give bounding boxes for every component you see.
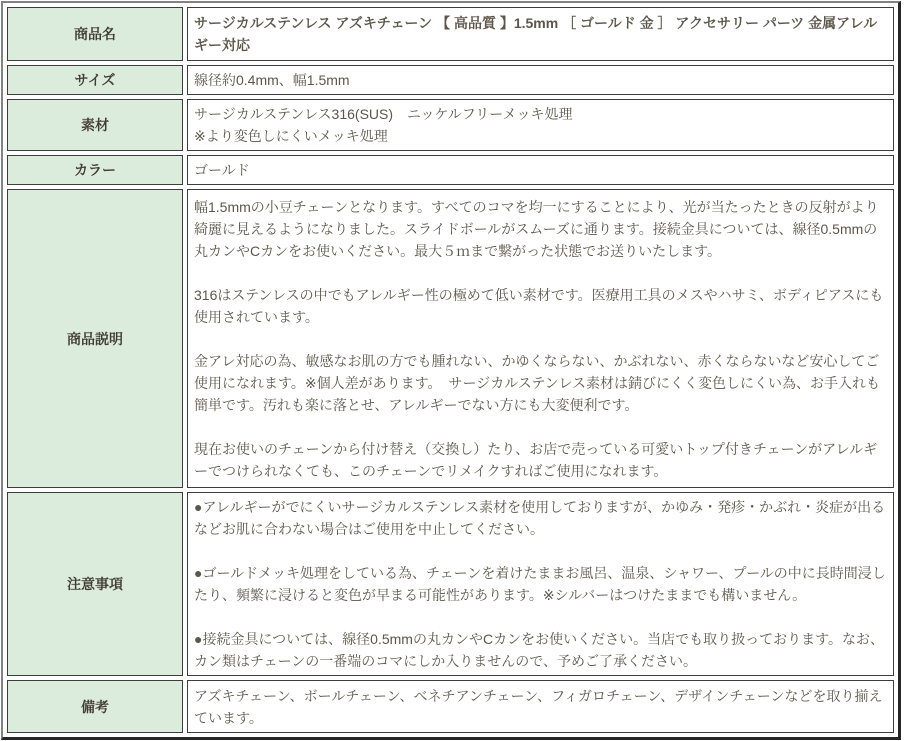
- description-paragraph-3: 金アレ対応の為、敏感なお肌の方でも腫れない、かゆくならない、かぶれない、赤くならないなど安心してご使用になれます。※個人差があります。 サージカルステンレス素材は錆びにくく変色しにくい為、お手入れも簡単です。汚れも楽に落とせ、アレルギーでない方にも大変便利です。: [194, 352, 881, 413]
- row-content-remarks: [187, 680, 894, 733]
- material-line-1: サージカルステンレス316(SUS) ニッケルフリーメッキ処理: [194, 106, 573, 122]
- row-content-color: [187, 155, 894, 185]
- table-row-precautions: [7, 492, 894, 676]
- color-text: ゴールド: [194, 162, 250, 178]
- row-label-remarks: 備考: [7, 680, 183, 733]
- table-row-size: [7, 65, 894, 95]
- table-row-description: [7, 189, 894, 488]
- table-row-remarks: [7, 680, 894, 733]
- precaution-bullet-3: ●接続金具については、線径0.5mmの丸カンやCカンをお使いください。当店でも取り扱っております。なお、カン類はチェーンの一番端のコマにしか入りませんので、予めご了承ください。: [194, 631, 884, 669]
- precaution-bullet-1: ●アレルギーがでにくいサージカルステンレス素材を使用しておりますが、かゆみ・発疹・かぶれ・炎症が出るなどお肌に合わない場合はご使用を中止してください。: [194, 499, 886, 537]
- precaution-bullet-2: ●ゴールドメッキ処理をしている為、チェーンを着けたままお風呂、温泉、シャワー、プールの中に長時間浸したり、頻繁に浸けると変色が早まる可能性があります。※シルバーはつけたままでも構いません。: [194, 565, 886, 603]
- row-label-size: サイズ: [7, 65, 183, 95]
- row-label-material: 素材: [7, 99, 183, 151]
- row-label-description: 商品説明: [7, 189, 183, 488]
- table-row-product-name: [7, 7, 894, 61]
- size-text: 線径約0.4mm、幅1.5mm: [194, 72, 350, 88]
- product-name-text: サージカルステンレス アズキチェーン 【 高品質 】1.5mm ［ ゴールド 金 ］ アクセサリー パーツ 金属アレルギー対応: [194, 15, 878, 53]
- row-content-size: [187, 65, 894, 95]
- row-content-material: [187, 99, 894, 151]
- material-line-2: ※より変色しにくいメッキ処理: [194, 128, 388, 144]
- row-content-product-name: [187, 7, 894, 61]
- row-label-product-name: 商品名: [7, 7, 183, 61]
- remarks-text: アズキチェーン、ボールチェーン、ベネチアンチェーン、フィガロチェーン、デザインチェーンなどを取り揃えています。: [194, 687, 883, 726]
- description-paragraph-1: 幅1.5mmの小豆チェーンとなります。すべてのコマを均一にすることにより、光が当たったときの反射がより綺麗に見えるようになりました。スライドボールがスムーズに通ります。接続金具については、線径0.5mmの丸カンやCカンをお使いください。最大５ｍまで繋がった状態でお送りいたします。: [194, 198, 879, 259]
- row-label-precautions: 注意事項: [7, 492, 183, 676]
- row-label-color: カラー: [7, 155, 183, 185]
- table-row-material: [7, 99, 894, 151]
- row-content-precautions: [187, 492, 894, 676]
- product-spec-table: [1, 1, 901, 740]
- table-row-color: [7, 155, 894, 185]
- description-paragraph-4: 現在お使いのチェーンから付け替え（交換し）たり、お店で売っている可愛いトップ付きチェーンがアレルギーでつけられなくても、このチェーンでリメイクすればご使用になれます。: [194, 440, 878, 479]
- description-paragraph-2: 316はステンレスの中でもアレルギー性の極めて低い素材です。医療用工具のメスやハサミ、ボディピアスにも使用されています。: [194, 286, 884, 325]
- row-content-description: [187, 189, 894, 488]
